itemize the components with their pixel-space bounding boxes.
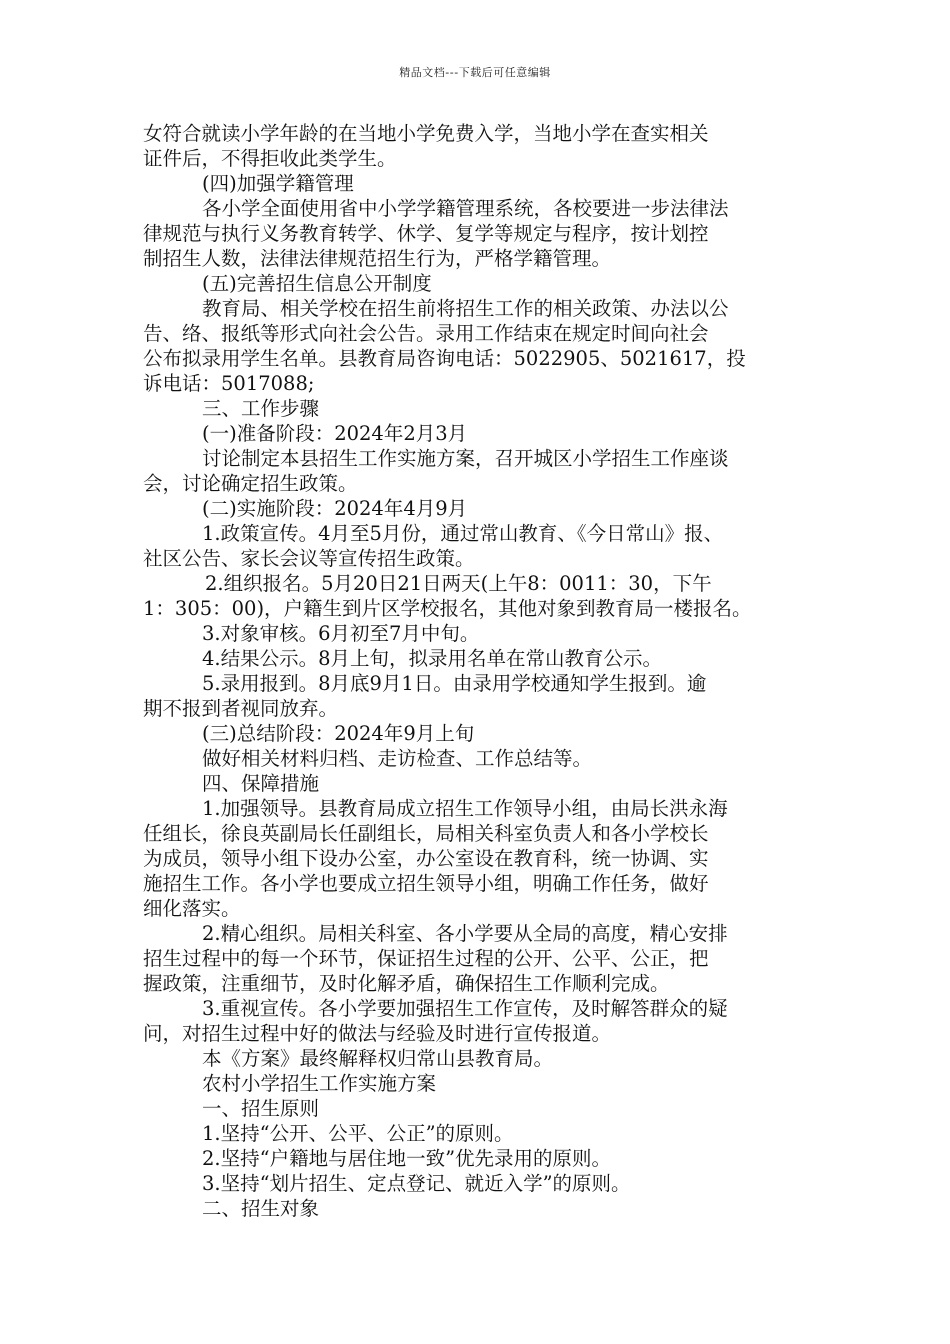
text-line: 制招生人数，法律法律规范招生行为，严格学籍管理。 [143, 247, 612, 270]
text-line: 诉电话：5017088; [143, 372, 315, 395]
document-subtitle: 农村小学招生工作实施方案 [202, 1072, 437, 1095]
text-line: 为成员，领导小组下设办公室，办公室设在教育科，统一协调、实 [143, 847, 709, 870]
section-heading: (一)准备阶段：2024年2月3月 [202, 422, 468, 445]
page-header: 精品文档---下载后可任意编辑 [399, 66, 551, 79]
section-heading: (三)总结阶段：2024年9月上旬 [202, 722, 475, 745]
text-line: 本《方案》最终解释权归常山县教育局。 [202, 1047, 554, 1070]
text-line: 1.加强领导。县教育局成立招生工作领导小组，由局长洪永海 [202, 797, 728, 820]
section-heading: (五)完善招生信息公开制度 [202, 272, 432, 295]
text-line: 问，对招生过程中好的做法与经验及时进行宣传报道。 [143, 1022, 612, 1045]
text-line: 4.结果公示。8月上旬，拟录用名单在常山教育公示。 [202, 647, 663, 670]
text-line: 2.精心组织。局相关科室、各小学要从全局的高度，精心安排 [202, 922, 728, 945]
section-heading: (四)加强学籍管理 [202, 172, 354, 195]
text-line: 招生过程中的每一个环节，保证招生过程的公开、公平、公正，把 [143, 947, 709, 970]
text-line: 1.政策宣传。4月至5月份，通过常山教育、《今日常山》报、 [202, 522, 724, 545]
section-heading: (二)实施阶段：2024年4月9月 [202, 497, 468, 520]
text-line: 握政策，注重细节，及时化解矛盾，确保招生工作顺利完成。 [143, 972, 670, 995]
text-line: 教育局、相关学校在招生前将招生工作的相关政策、办法以公 [202, 297, 729, 320]
section-heading: 一、招生原则 [202, 1097, 320, 1120]
text-line: 1.坚持“公开、公平、公正”的原则。 [202, 1122, 514, 1145]
text-line: 任组长，徐良英副局长任副组长，局相关科室负责人和各小学校长 [143, 822, 709, 845]
section-heading: 二、招生对象 [202, 1197, 320, 1220]
text-line: 证件后，不得拒收此类学生。 [143, 147, 397, 170]
text-line: 施招生工作。各小学也要成立招生领导小组，明确工作任务，做好 [143, 872, 709, 895]
text-line: 社区公告、家长会议等宣传招生政策。 [143, 547, 475, 570]
text-line: 2.组织报名。5月20日21日两天(上午8：0011：30，下午 [205, 572, 712, 595]
text-line: 公布拟录用学生名单。县教育局咨询电话：5022905、5021617，投 [143, 347, 746, 370]
text-line: 讨论制定本县招生工作实施方案，召开城区小学招生工作座谈 [202, 447, 729, 470]
text-line: 会，讨论确定招生政策。 [143, 472, 358, 495]
text-line: 律规范与执行义务教育转学、休学、复学等规定与程序，按计划控 [143, 222, 709, 245]
document-body [143, 121, 813, 1221]
section-heading: 三、工作步骤 [202, 397, 320, 420]
text-line: 3.对象审核。6月初至7月中旬。 [202, 622, 480, 645]
text-line: 各小学全面使用省中小学学籍管理系统，各校要进一步法律法 [202, 197, 729, 220]
text-line: 3.重视宣传。各小学要加强招生工作宣传，及时解答群众的疑 [202, 997, 728, 1020]
text-line: 女符合就读小学年龄的在当地小学免费入学，当地小学在查实相关 [143, 122, 709, 145]
text-line: 做好相关材料归档、走访检查、工作总结等。 [202, 747, 593, 770]
text-line: 3.坚持“划片招生、定点登记、就近入学”的原则。 [202, 1172, 631, 1195]
text-line: 2.坚持“户籍地与居住地一致”优先录用的原则。 [202, 1147, 612, 1170]
text-line: 5.录用报到。8月底9月1日。由录用学校通知学生报到。逾 [202, 672, 707, 695]
text-line: 1：305：00)，户籍生到片区学校报名，其他对象到教育局一楼报名。 [143, 597, 752, 620]
text-line: 细化落实。 [143, 897, 241, 920]
section-heading: 四、保障措施 [202, 772, 320, 795]
text-line: 告、络、报纸等形式向社会公告。录用工作结束在规定时间向社会 [143, 322, 709, 345]
text-line: 期不报到者视同放弃。 [143, 697, 339, 720]
